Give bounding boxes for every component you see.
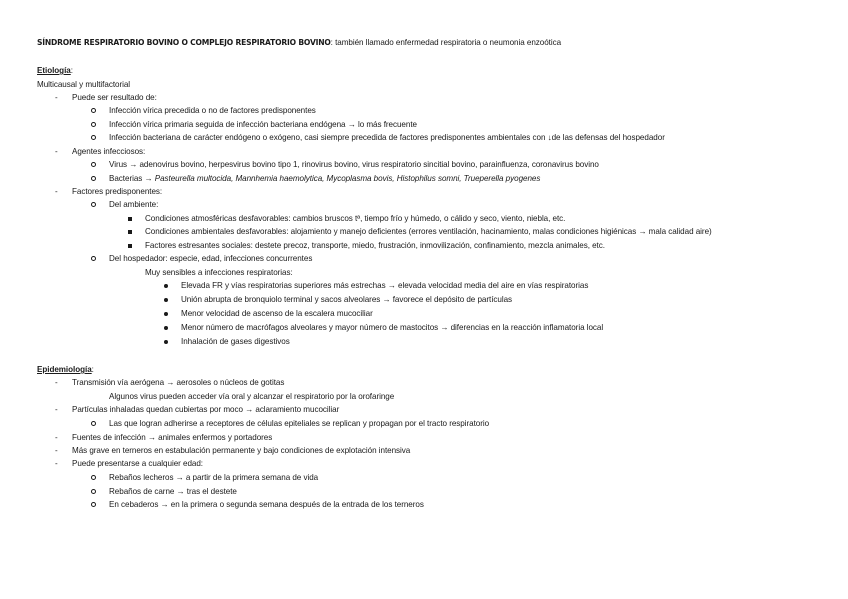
circle-bullet — [91, 119, 96, 130]
epidemiologia-heading: Epidemiología: — [37, 365, 94, 374]
circle-bullet — [91, 105, 96, 116]
del-ambiente-item: Del ambiente: — [109, 200, 159, 209]
bacterias-item: Bacterias → Pasteurella multocida, Mannhemia haemolytica, Mycoplasma bovis, Histophilus somni, Trueperella pyogenes — [109, 174, 541, 183]
dash-bullet: - — [55, 433, 58, 442]
resultado-item-3: Infección bacteriana de carácter endógeno o exógeno, casi siempre precedida de factores predisponentes ambientales con ↓de las defensas del hospedador — [109, 133, 665, 142]
disc-bullet — [164, 308, 168, 319]
epidemiologia-item-3: Fuentes de infección → animales enfermos y portadores — [72, 433, 273, 442]
dash-bullet: - — [55, 405, 58, 414]
edad-item-1: Rebaños lecheros → a partir de la primera semana de vida — [109, 473, 319, 482]
agentes-item: Agentes infecciosos: — [72, 147, 146, 156]
square-bullet — [128, 240, 132, 251]
del-hospedador-item: Del hospedador: especie, edad, infecciones concurrentes — [109, 254, 313, 263]
resultado-item-2: Infección vírica primaria seguida de infección bacteriana endógena → lo más frecuente — [109, 120, 417, 129]
disc-bullet — [164, 280, 168, 291]
circle-bullet — [91, 499, 96, 510]
disc-bullet — [164, 336, 168, 347]
epidemiologia-item-4: Más grave en terneros en estabulación permanente y bajo condiciones de explotación intensiva — [72, 446, 411, 455]
hospedador-item-4: Menor número de macrófagos alveolares y mayor número de mastocitos → diferencias en la reacción inflamatoria local — [181, 323, 604, 332]
circle-bullet — [91, 199, 96, 210]
multicausal-text: Multicausal y multifactorial — [37, 80, 131, 89]
bacterias-species: Pasteurella multocida, Mannhemia haemolytica, Mycoplasma bovis, Histophilus somni, Trueperella pyogenes — [154, 174, 541, 183]
hospedador-item-2: Unión abrupta de bronquiolo terminal y sacos alveolares → favorece el depósito de partículas — [181, 295, 513, 304]
hospedador-item-3: Menor velocidad de ascenso de la escalera mucociliar — [181, 309, 373, 318]
dash-bullet: - — [55, 93, 58, 102]
epidemiologia-item-1: Transmisión vía aerógena → aerosoles o núcleos de gotitas — [72, 378, 285, 387]
virus-item: Virus → adenovirus bovino, herpesvirus bovino tipo 1, rinovirus bovino, virus respiratorio sincitial bovino, parainfluenza, coronavirus bovino — [109, 160, 599, 169]
edad-item-3: En cebaderos → en la primera o segunda semana después de la entrada de los terneros — [109, 500, 424, 509]
etiologia-heading: Etiología: — [37, 66, 73, 75]
dash-bullet: - — [55, 147, 58, 156]
circle-bullet — [91, 472, 96, 483]
circle-bullet — [91, 486, 96, 497]
epidemiologia-subitem-2a: Las que logran adherirse a receptores de células epiteliales se replican y propagan por el tracto respiratorio — [109, 419, 490, 428]
edad-item-2: Rebaños de carne → tras el destete — [109, 487, 237, 496]
dash-bullet: - — [55, 446, 58, 455]
dash-bullet: - — [55, 378, 58, 387]
circle-bullet — [91, 159, 96, 170]
circle-bullet — [91, 132, 96, 143]
puede-ser-item: Puede ser resultado de: — [72, 93, 157, 102]
circle-bullet — [91, 418, 96, 429]
epidemiologia-item-5: Puede presentarse a cualquier edad: — [72, 459, 203, 468]
title-rest: : también llamado enfermedad respiratoria o neumonia enzoótica — [330, 38, 562, 47]
resultado-item-1: Infección vírica precedida o no de factores predisponentes — [109, 106, 316, 115]
disc-bullet — [164, 294, 168, 305]
ambiente-item-3: Factores estresantes sociales: destete precoz, transporte, miedo, frustración, inmovilización, confinamiento, mezcla animales, etc. — [145, 241, 605, 250]
disc-bullet — [164, 322, 168, 333]
square-bullet — [128, 226, 132, 237]
hospedador-item-1: Elevada FR y vías respiratorias superiores más estrechas → elevada velocidad media del aire en vías respiratorias — [181, 281, 589, 290]
title-bold: SÍNDROME RESPIRATORIO BOVINO O COMPLEJO RESPIRATORIO BOVINO — [37, 38, 331, 47]
epidemiologia-item-2: Partículas inhaladas quedan cubiertas por moco → aclaramiento mucociliar — [72, 405, 340, 414]
document-title — [37, 37, 561, 48]
ambiente-item-2: Condiciones ambientales desfavorables: alojamiento y manejo deficientes (errores ventilación, hacinamiento, malas condiciones higiénicas → mala calidad aire) — [145, 227, 712, 236]
circle-bullet — [91, 253, 96, 264]
square-bullet — [128, 213, 132, 224]
muy-sensibles-text: Muy sensibles a infecciones respiratorias: — [145, 268, 293, 277]
circle-bullet — [91, 173, 96, 184]
dash-bullet: - — [55, 459, 58, 468]
hospedador-item-5: Inhalación de gases digestivos — [181, 337, 290, 346]
factores-item: Factores predisponentes: — [72, 187, 163, 196]
dash-bullet: - — [55, 187, 58, 196]
ambiente-item-1: Condiciones atmosféricas desfavorables: cambios bruscos tª, tiempo frío y húmedo, o cálido y seco, viento, niebla, etc. — [145, 214, 566, 223]
epidemiologia-item-1-note: Algunos virus pueden acceder vía oral y alcanzar el respiratorio por la orofaringe — [109, 392, 395, 401]
